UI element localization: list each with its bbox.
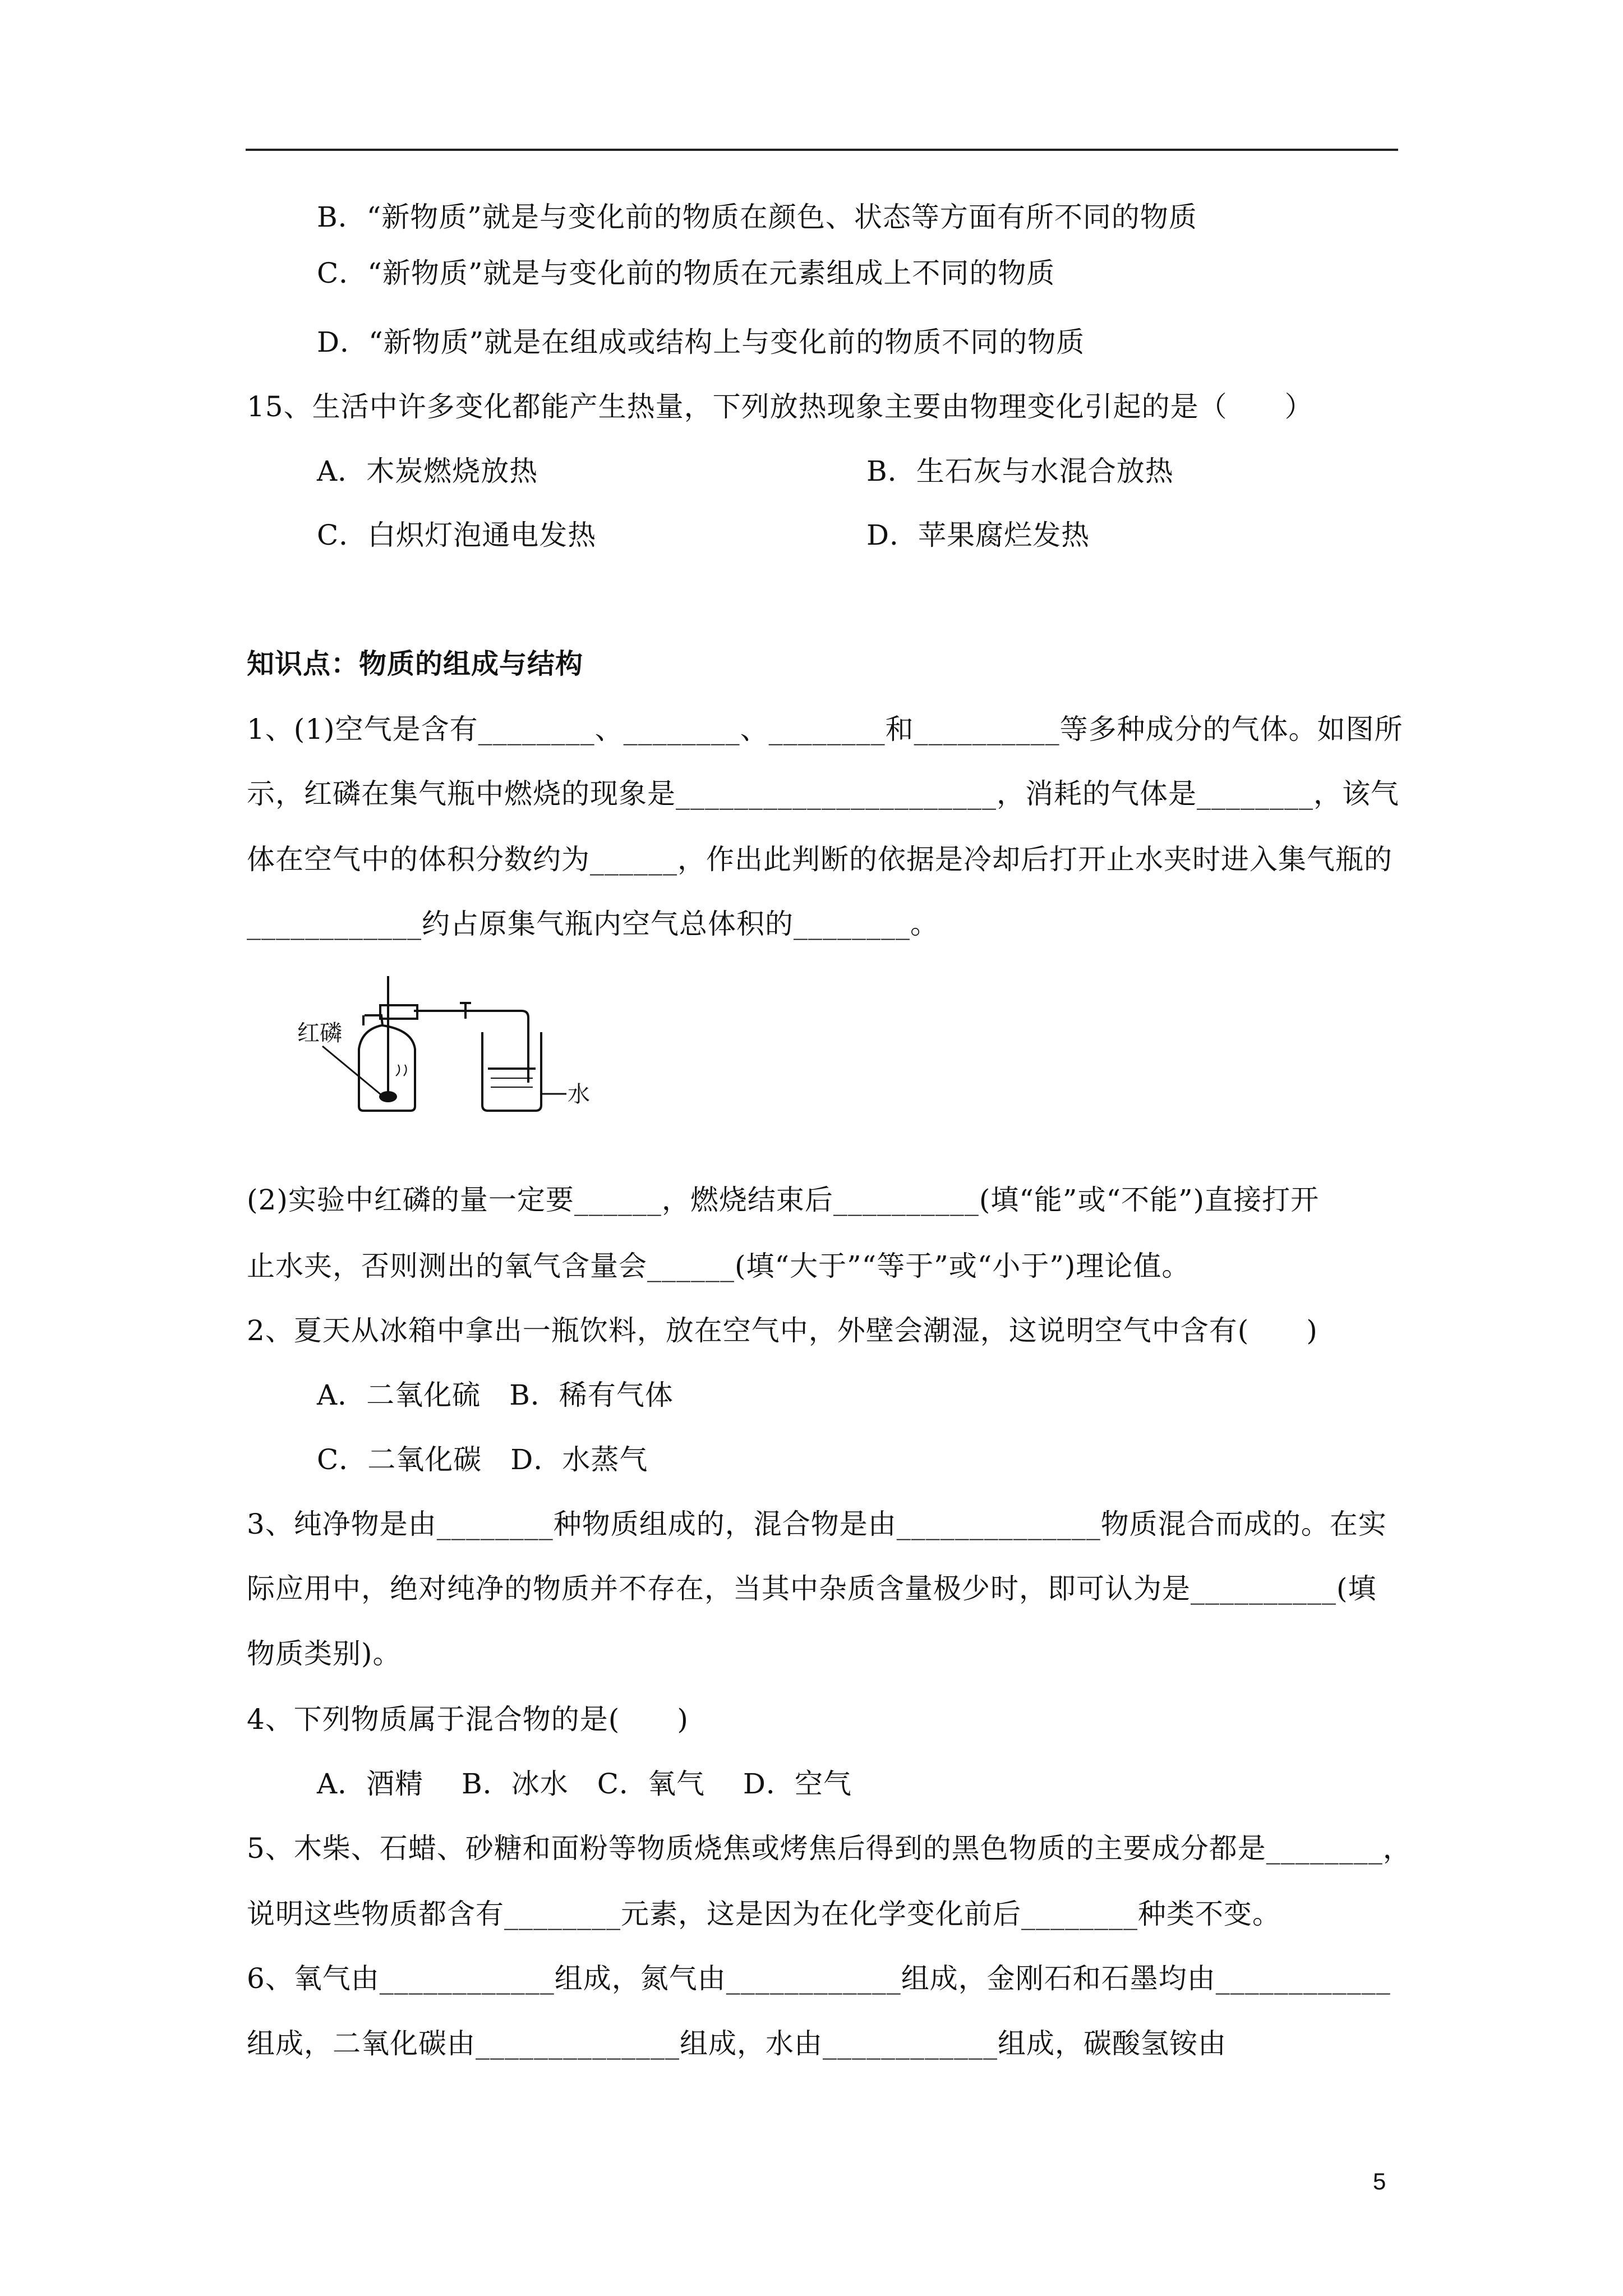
phosphorus-pointer (322, 1046, 381, 1095)
label-water: 水 (568, 1082, 590, 1107)
q1-line-4: ____________约占原集气瓶内空气总体积的________。 (247, 908, 939, 940)
q1-line-1: 1、(1)空气是含有________、________、________和__________等多种成分的气体。如图所 (247, 713, 1403, 746)
q5-line-1: 5、木柴、石蜡、砂糖和面粉等物质烧焦或烤焦后得到的黑色物质的主要成分都是________， (247, 1832, 1412, 1865)
q1-part2-line-2: 止水夹，否则测出的氧气含量会______(填“大于”“等于”或“小于”)理论值。 (247, 1250, 1191, 1282)
label-red-phosphorus: 红磷 (297, 1020, 342, 1046)
q1-line-2: 示，红磷在集气瓶中燃烧的现象是______________________，消耗的气体是________，该气 (247, 777, 1399, 810)
q1-part2-line-1: (2)实验中红磷的量一定要______，燃烧结束后__________(填“能”或“不能”)直接打开 (247, 1184, 1320, 1216)
q3-line-3: 物质类别)。 (247, 1637, 402, 1670)
q15-option-a: A．木炭燃烧放热 (317, 455, 538, 487)
red-phosphorus-apparatus-figure (297, 976, 594, 1122)
page-number: 5 (1373, 2168, 1386, 2194)
question-15: 15、生活中许多变化都能产生热量，下列放热现象主要由物理变化引起的是（ ） (247, 390, 1313, 423)
beaker (482, 1032, 541, 1111)
apparatus-drawing (297, 976, 594, 1122)
red-phosphorus (379, 1091, 397, 1102)
q15-option-c: C．白炽灯泡通电发热 (317, 519, 597, 551)
q1-line-3: 体在空气中的体积分数约为______，作出此判断的依据是冷却后打开止水夹时进入集气瓶的 (247, 843, 1393, 876)
q15-option-b: B．生石灰与水混合放热 (866, 455, 1174, 487)
q2-options-cd: C．二氧化碳 D．水蒸气 (317, 1443, 648, 1476)
question-4: 4、下列物质属于混合物的是( ) (247, 1703, 689, 1736)
connecting-tube (414, 1011, 528, 1083)
q3-line-2: 际应用中，绝对纯净的物质并不存在，当其中杂质含量极少时，即可认为是__________(填 (247, 1572, 1377, 1605)
header-rule (246, 149, 1398, 151)
section-heading: 知识点：物质的组成与结构 (247, 648, 584, 680)
q15-option-d: D．苹果腐烂发热 (866, 519, 1090, 551)
q4-options: A．酒精 B．冰水 C．氧气 D．空气 (317, 1768, 852, 1800)
q3-line-1: 3、纯净物是由________种物质组成的，混合物是由______________物质混合而成的。在实 (247, 1508, 1387, 1540)
q2-options-ab: A．二氧化硫 B．稀有气体 (317, 1379, 674, 1411)
question-2: 2、夏天从冰箱中拿出一瓶饮料，放在空气中，外壁会潮湿，这说明空气中含有( ) (247, 1314, 1318, 1347)
q14-option-d: D．“新物质”就是在组成或结构上与变化前的物质不同的物质 (317, 326, 1085, 358)
q14-option-c: C．“新物质”就是与变化前的物质在元素组成上不同的物质 (317, 257, 1055, 289)
q14-option-b: B．“新物质”就是与变化前的物质在颜色、状态等方面有所不同的物质 (317, 201, 1197, 233)
rubber-stopper (380, 1005, 417, 1019)
q5-line-2: 说明这些物质都含有________元素，这是因为在化学变化前后________种类不变。 (247, 1898, 1281, 1930)
q6-line-1: 6、氧气由____________组成，氮气由____________组成，金刚石和石墨均由____________ (247, 1962, 1391, 1995)
q6-line-2: 组成，二氧化碳由______________组成，水由____________组成，碳酸氢铵由 (247, 2027, 1227, 2060)
